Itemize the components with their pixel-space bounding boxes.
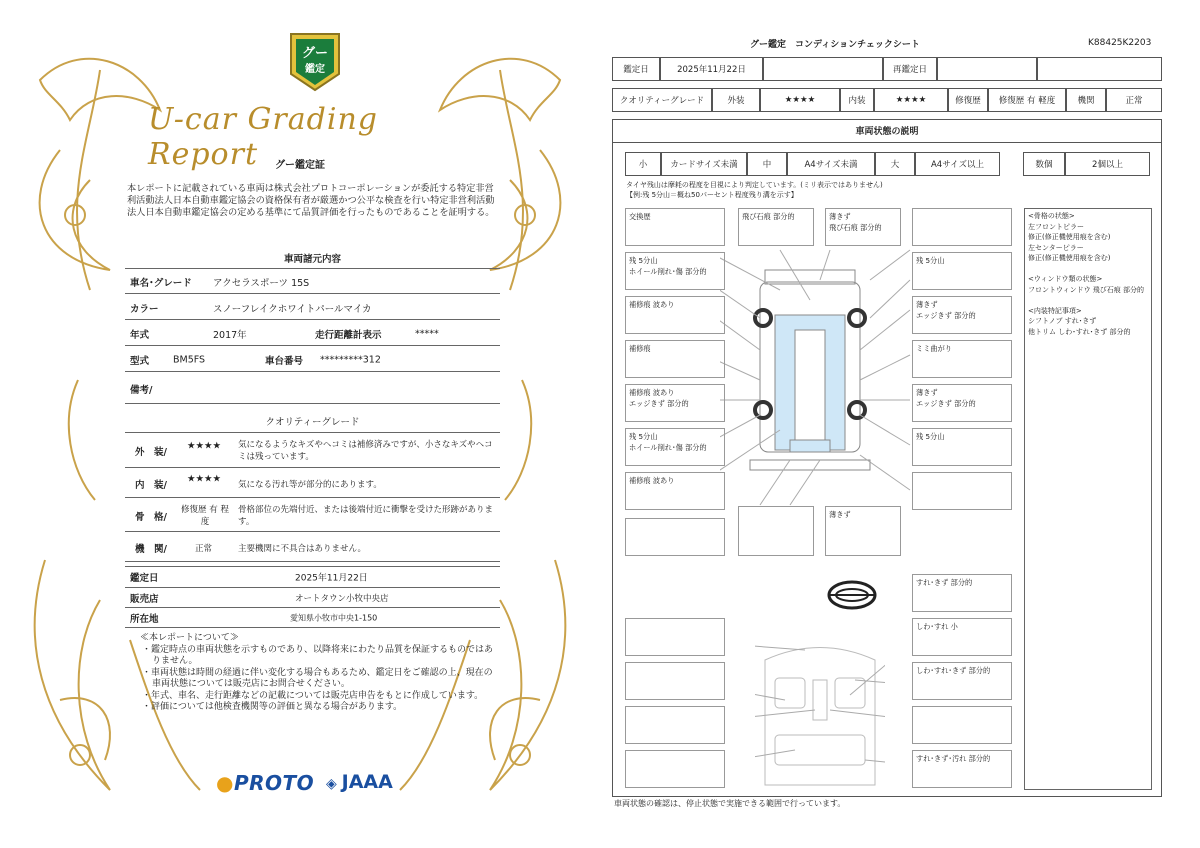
label: 備考/	[130, 384, 153, 396]
size-mid-desc: A4サイズ未満	[787, 152, 875, 176]
ext-note-fl-tire: 残 5分山 ホイール削れ･傷 部分的	[625, 252, 725, 290]
size-large-desc: A4サイズ以上	[915, 152, 1000, 176]
label: カラー	[130, 303, 159, 315]
size-large-label: 大	[875, 152, 915, 176]
spec-row-year	[125, 322, 500, 346]
note-item: ・車両状態は時間の経過に伴い変化する場合もあるため、鑑定日をご確認の上、現在の車両状態については販売店にお問合せください。	[142, 667, 493, 689]
label: 販売店	[130, 593, 159, 605]
proto-logo: ●PROTO	[216, 771, 315, 795]
spec-section-title: 車両諸元内容	[283, 254, 341, 265]
repair-history-value: 修復歴 有 軽度	[988, 88, 1066, 112]
count-desc: 2個以上	[1065, 152, 1150, 176]
ext-note-rear-bumper: 薄きず	[825, 506, 901, 556]
badge-text-top: グー	[301, 46, 328, 61]
label: 型式	[130, 355, 150, 367]
ext-note-fr-tire: 残 5分山	[912, 252, 1012, 290]
engine-value: 正常	[1106, 88, 1162, 112]
sheet-title: グー鑑定 コンディションチェックシート	[750, 40, 920, 50]
label: 外 装/	[135, 446, 167, 458]
value: *****	[415, 328, 439, 339]
tire-note: タイヤ残山は摩耗の程度を目視により判定しています。(ミリ表示ではありません)	[626, 181, 883, 189]
label: 車台番号	[265, 355, 304, 367]
value: 愛知県小牧市中央1-150	[290, 613, 378, 622]
count-label: 数個	[1023, 152, 1065, 176]
certificate-statement: 本レポートに記載されている車両は株式会社プロトコーポレーションが委託する特定非営利活動法人日本自動車鑑定協会の資格保有者が厳選かつ公平な検査を行い特定非営利活動法人日本自動車鑑定協会の定める基準にて品質評価を行ったものであることを証明する。	[127, 183, 495, 218]
label: 内 装/	[135, 479, 167, 491]
report-notes	[140, 633, 500, 714]
spec-row-remarks	[125, 374, 500, 404]
ext-note-right-quarter	[912, 472, 1012, 510]
ext-note-trunk	[738, 506, 814, 556]
description: 気になるようなキズやヘコミは補修済みですが、小さなキズやヘコミは残っています。	[238, 439, 493, 462]
quality-row-interior	[125, 470, 500, 498]
section-title: 車両状態の説明	[612, 119, 1162, 143]
label: 機 関/	[135, 543, 167, 555]
note-item: ・評価については他検査機関等の評価と異なる場合があります。	[142, 702, 403, 712]
value: BM5FS	[173, 354, 206, 365]
description: 骨格部位の先端付近、または後端付近に衝撃を受けた形跡があります。	[238, 504, 494, 527]
value: 正常	[195, 543, 213, 554]
note-item: ・鑑定時点の車両状態を示すものであり、以降将来にわたり品質を保証するものではありません。	[142, 644, 494, 666]
repair-history-label: 修復歴	[948, 88, 988, 112]
description: 気になる汚れ等が部分的にあります。	[238, 479, 382, 490]
size-small-desc: カードサイズ未満	[661, 152, 747, 176]
exterior-value: ★★★★	[760, 88, 840, 112]
ext-note-right-door: 薄きず エッジきず 部分的	[912, 384, 1012, 422]
badge-text-bottom: 鑑定	[305, 64, 325, 75]
label: 走行距離計表示	[315, 329, 382, 341]
spec-row-model	[125, 348, 500, 372]
value: 修復歴 有 程度	[181, 504, 229, 527]
int-note-steering: すれ･きず 部分的	[912, 574, 1012, 612]
quality-row-engine	[125, 534, 500, 562]
quality-grade-label: クオリティーグレード	[612, 88, 712, 112]
ext-note-front-bumper: 交換歴	[625, 208, 725, 246]
label: 車名･グレード	[130, 277, 192, 289]
certificate-heading: グー鑑定証	[275, 160, 325, 171]
int-note-left-4	[625, 750, 725, 788]
appraisal-date-row	[125, 566, 500, 588]
quality-section-title: クオリティーグレード	[265, 417, 360, 428]
callout-lines	[720, 240, 920, 520]
int-note-front-seat: しわ･すれ･きず 部分的	[912, 662, 1012, 700]
int-note-left-2	[625, 662, 725, 700]
ext-note-right-pillar: ミミ曲がり	[912, 340, 1012, 378]
value: スノーフレイクホワイトパールマイカ	[213, 303, 372, 315]
tire-example: 【例:残 5分山＝概ね50パーセント程度残り溝を示す】	[626, 191, 798, 199]
goo-kantei-badge	[287, 30, 343, 94]
ext-note-right-fender: 薄きず エッジきず 部分的	[912, 296, 1012, 334]
document-id: K88425K2203	[1088, 38, 1152, 48]
value: オートタウン小牧中央店	[295, 593, 389, 604]
value: 2017年	[213, 329, 247, 341]
note-item: ・年式、車名、走行距離などの記載については販売店申告をもとに作成しています。	[142, 690, 484, 701]
spec-row-color	[125, 296, 500, 320]
ext-note-left-fender: 補修痕 波あり	[625, 296, 725, 334]
spec-row-name	[125, 270, 500, 294]
interior-car-diagram	[755, 640, 885, 790]
int-note-left-1	[625, 618, 725, 656]
quality-row-frame	[125, 500, 500, 532]
label: 所在地	[130, 613, 159, 625]
size-mid-label: 中	[747, 152, 787, 176]
divider	[125, 432, 500, 433]
divider	[125, 268, 500, 269]
appraisal-address-row	[125, 608, 500, 628]
stars: ★★★★	[187, 473, 222, 485]
label: 鑑定日	[130, 573, 159, 584]
appraisal-date-value: 2025年11月22日	[660, 57, 763, 81]
label: 骨 格/	[135, 511, 167, 523]
int-note-left-3	[625, 706, 725, 744]
int-note-console	[912, 706, 1012, 744]
blank-cell	[763, 57, 883, 81]
reappraisal-date-label: 再鑑定日	[883, 57, 937, 81]
jaaa-logo: ◈ JAAA	[326, 771, 393, 793]
ext-note-left-pillar: 補修痕	[625, 340, 725, 378]
sheet-footer-note: 車両状態の確認は、停止状態で実施できる範囲で行っています。	[614, 799, 846, 808]
label: 年式	[130, 329, 150, 341]
report-script-title: U-car Grading Report	[148, 102, 378, 172]
appraisal-shop-row	[125, 588, 500, 608]
exterior-label: 外装	[712, 88, 760, 112]
blank-cell	[1037, 57, 1162, 81]
steering-wheel-icon	[826, 578, 878, 612]
interior-label: 内装	[840, 88, 874, 112]
value: アクセラスポーツ 15S	[213, 277, 310, 289]
ext-note-front-right	[912, 208, 1012, 246]
ext-note-rear-left	[625, 518, 725, 556]
notes-heading: ≪本レポートについて≫	[140, 633, 239, 643]
ext-note-rl-tire: 残 5分山 ホイール削れ･傷 部分的	[625, 428, 725, 466]
size-small-label: 小	[625, 152, 661, 176]
reappraisal-date-value	[937, 57, 1037, 81]
value: *********312	[320, 354, 381, 365]
ext-note-hood: 飛び石痕 部分的	[738, 208, 814, 246]
engine-label: 機関	[1066, 88, 1106, 112]
value: 2025年11月22日	[295, 573, 368, 584]
condition-check-sheet	[600, 0, 1200, 848]
appraisal-date-label: 鑑定日	[612, 57, 660, 81]
frame-and-interior-notes: <骨格の状態> 左フロントピラー 修正(修正機使用痕を含む) 左センターピラー 修正(修正機使用痕を含む) <ウィンドウ類の状態> フロントウィンドウ 飛び石痕 部分的 <内装特記事項> シフトノブ すれ･きず 他トリム しわ･すれ･きず 部分的	[1024, 208, 1152, 790]
ext-note-rr-tire: 残 5分山	[912, 428, 1012, 466]
ext-note-left-quarter: 補修痕 波あり	[625, 472, 725, 510]
ext-note-windshield: 薄きず 飛び石痕 部分的	[825, 208, 901, 246]
int-note-rear-seat: すれ･きず･汚れ 部分的	[912, 750, 1012, 788]
quality-row-exterior	[125, 434, 500, 468]
stars: ★★★★	[187, 440, 222, 452]
ext-note-left-door: 補修痕 波あり エッジきず 部分的	[625, 384, 725, 422]
description: 主要機関に不具合はありません。	[238, 543, 367, 554]
int-note-dash: しわ･すれ 小	[912, 618, 1012, 656]
interior-value: ★★★★	[874, 88, 948, 112]
